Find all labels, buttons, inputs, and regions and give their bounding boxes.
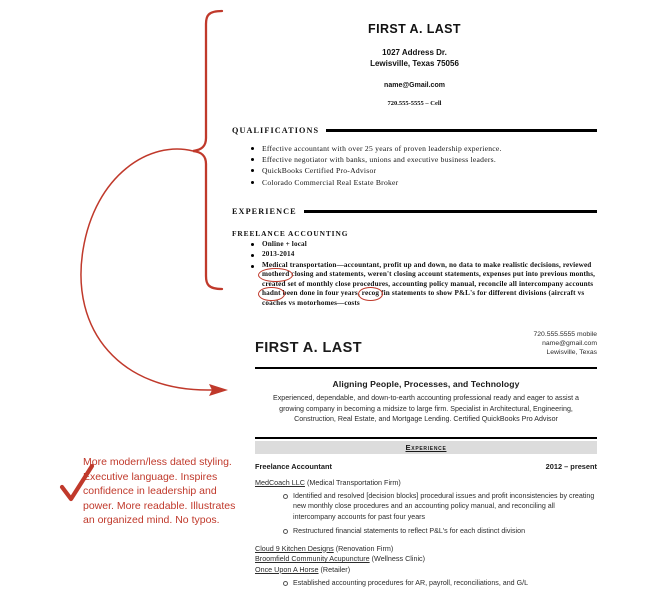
summary-line: Construction, Real Estate, and Mortgage Lending. Certified QuickBooks Pro Advisor <box>294 415 558 424</box>
old-resume-address <box>232 48 597 69</box>
typo-circled-1: motherd <box>262 270 290 279</box>
client-name: Broomfield Community Acupuncture <box>255 554 370 563</box>
client-once-upon-a-horse <box>255 565 597 574</box>
old-job-title: FREELANCE ACCOUNTING <box>232 228 349 238</box>
annotation-line: Executive language. Inspires <box>83 470 218 483</box>
contact-location: Lewisville, Texas <box>546 349 597 357</box>
typo-circled-2: hadnt <box>262 289 281 298</box>
contact-email: name@gmail.com <box>542 340 597 348</box>
client-descriptor: (Medical Transportation Firm) <box>304 477 401 487</box>
other-clients-bullets <box>255 578 597 588</box>
annotation-line: confidence in leadership and <box>83 485 217 498</box>
list-item-paragraph <box>262 261 597 308</box>
role-row <box>255 462 597 471</box>
new-resume-tagline: Aligning People, Processes, and Technology <box>332 379 520 390</box>
role-dates: 2012 – present <box>545 461 597 471</box>
contact-phone: 720.555.5555 mobile <box>533 331 597 338</box>
heading-rule <box>304 210 597 213</box>
new-resume-contact <box>534 330 598 358</box>
paragraph-part: closing and statements, weren't closing account statements, expenses put into previous months, created set of monthly close procedures, accounting policy manual, reconcile all intercompany accounts <box>262 270 596 288</box>
experience-band <box>255 441 597 454</box>
client-cloud9 <box>255 544 597 553</box>
list-item: Colorado Commercial Real Estate Broker <box>262 177 597 188</box>
qualifications-list <box>232 143 597 188</box>
client-descriptor: (Retailer) <box>318 564 351 574</box>
client-descriptor: (Renovation Firm) <box>333 543 394 553</box>
experience-heading-row <box>232 207 597 216</box>
paragraph-part: fin statements to show P&L's for different divisions (aircraft vs coaches vs motorhomes—costs <box>262 289 585 307</box>
list-item: Established accounting procedures for AR, payroll, reconciliations, and G/L <box>293 578 597 588</box>
annotation-line: More modern/less dated styling. <box>83 456 232 468</box>
experience-band-label: Experience <box>405 442 447 452</box>
heading-rule <box>326 129 597 132</box>
role-title: Freelance Accountant <box>255 461 332 471</box>
list-item: Restructured financial statements to reflect P&L's for each distinct division <box>293 526 597 536</box>
summary-line: growing company in becoming a midsize to large firm. Specialist in Architectural, Engineering, <box>279 404 573 413</box>
old-resume-phone: 720.555-5555 – Cell <box>387 100 442 107</box>
list-item: Online + local <box>262 240 597 250</box>
annotation-note <box>83 455 248 528</box>
typo-circled-3: recog <box>361 289 380 298</box>
client-name: Once Upon A Horse <box>255 564 319 574</box>
client-name: Cloud 9 Kitchen Designs <box>255 543 334 553</box>
new-resume-name: FIRST A. LAST <box>255 340 362 356</box>
old-resume-name: FIRST A. LAST <box>368 22 461 36</box>
old-resume-email: name@Gmail.com <box>384 82 445 89</box>
address-line-1: 1027 Address Dr. <box>382 48 447 57</box>
list-item: Identified and resolved [decision blocks] procedural issues and profit inconsistencies by creating new monthly close procedures and an accounting policy manual, and reconciling all intercompany accounts for past four years <box>293 491 597 522</box>
new-resume <box>255 330 597 592</box>
address-line-2: Lewisville, Texas 75056 <box>370 58 459 68</box>
new-resume-header <box>255 330 597 358</box>
client-broomfield <box>255 554 597 563</box>
list-item: Effective negotiator with banks, unions and executive business leaders. <box>262 154 597 165</box>
client-medcoach <box>255 478 597 487</box>
qualifications-heading: QUALIFICATIONS <box>232 126 320 135</box>
client-name: MedCoach LLC <box>255 477 305 487</box>
list-item: QuickBooks Certified Pro-Advisor <box>262 165 597 176</box>
old-resume <box>232 8 597 309</box>
client-descriptor: (Wellness Clinic) <box>369 554 426 563</box>
annotation-line: an organized mind. No typos. <box>83 514 220 527</box>
paragraph-part: been done in four years, <box>280 289 362 298</box>
new-resume-summary <box>255 393 597 425</box>
old-experience-list <box>232 240 597 308</box>
annotation-line: power. More readable. Illustrates <box>83 499 236 512</box>
paragraph-part: Medical transportation—accountant, profit up and down, no data to make realistic decisions, reviewed <box>262 261 592 269</box>
experience-heading: EXPERIENCE <box>232 206 297 216</box>
list-item: 2013-2014 <box>262 250 597 260</box>
band-rule <box>255 437 597 439</box>
experience-section-band <box>255 437 597 454</box>
list-item: Effective accountant with over 25 years of proven leadership experience. <box>262 143 597 154</box>
header-rule <box>255 367 597 370</box>
qualifications-heading-row <box>232 126 597 135</box>
summary-line: Experienced, dependable, and down-to-earth accounting professional ready and eager to assist a <box>272 394 580 403</box>
medcoach-bullets <box>255 491 597 537</box>
